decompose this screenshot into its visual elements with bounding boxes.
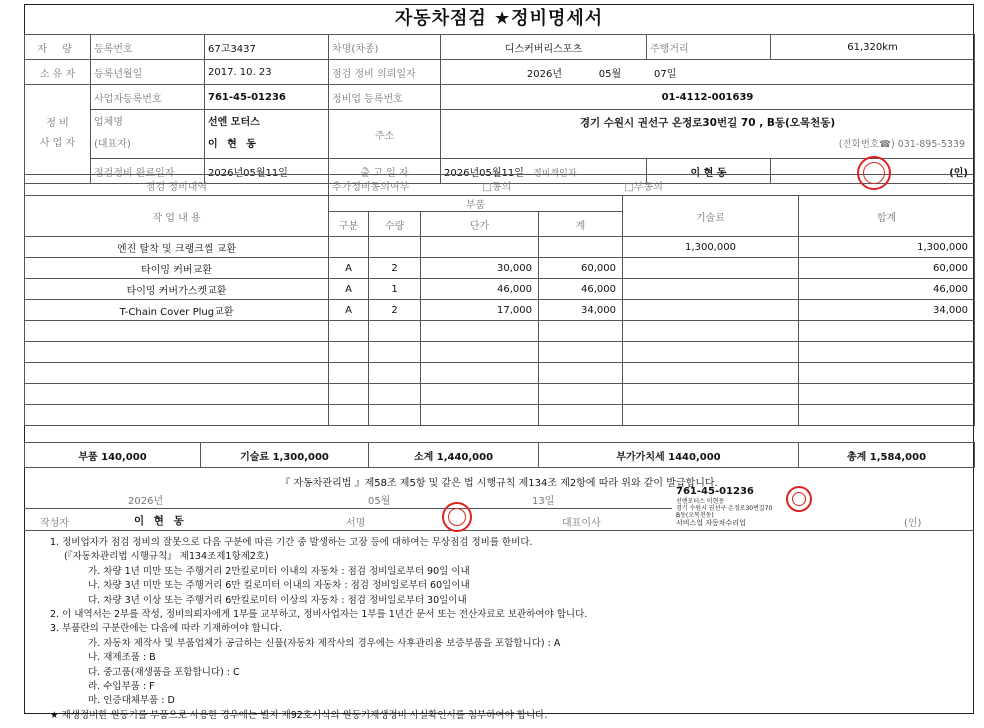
qty-cell: 1 <box>369 279 421 300</box>
qty-cell <box>369 405 421 426</box>
table-row <box>25 363 975 384</box>
disagree-checkbox[interactable]: □부동의 <box>624 181 663 193</box>
request-year: 2026년 <box>526 68 562 80</box>
work-cell <box>25 363 329 384</box>
sum-cell <box>539 342 623 363</box>
qty-cell <box>369 384 421 405</box>
sum-cell <box>539 384 623 405</box>
delivery-date: 2026년05월11일 <box>444 167 524 179</box>
table-row <box>25 300 975 321</box>
notes-section <box>50 536 950 723</box>
price-cell <box>421 321 539 342</box>
work-cell <box>25 384 329 405</box>
qty-cell <box>369 363 421 384</box>
total-subtotal: 소계 1,440,000 <box>369 443 539 468</box>
work-cell: 타이밍 커버교환 <box>25 258 329 279</box>
delivery-label: 출 고 일 자 <box>329 159 441 184</box>
history-label: 점검 정비내역 <box>25 175 329 196</box>
company-seal-stamp <box>786 486 812 512</box>
stamp-line-2: 경기 수원시 권선구 온정로30번길70 <box>676 505 773 512</box>
reg-no-value: 67고3437 <box>205 35 329 60</box>
notes-divider <box>24 530 974 531</box>
type-cell: A <box>329 279 369 300</box>
type-cell <box>329 237 369 258</box>
issue-month: 05월 <box>368 496 391 507</box>
sum-cell: 60,000 <box>539 258 623 279</box>
manager-label: 정비책임자 <box>533 168 577 179</box>
qty-cell: 2 <box>369 258 421 279</box>
labor-cell <box>623 321 799 342</box>
total-parts: 부품 140,000 <box>25 443 201 468</box>
work-cell <box>25 405 329 426</box>
total-cell: 46,000 <box>799 279 975 300</box>
total-labor: 기술료 1,300,000 <box>201 443 369 468</box>
address-cell <box>441 110 975 159</box>
sum-cell <box>539 321 623 342</box>
page-title: 자동차점검 ★정비명세서 <box>394 8 604 29</box>
price-cell <box>421 363 539 384</box>
qty-cell <box>369 342 421 363</box>
qty-cell: 2 <box>369 300 421 321</box>
work-header: 작 업 내 용 <box>25 196 329 237</box>
table-row <box>25 342 975 363</box>
sign-label: 서명 <box>346 518 366 529</box>
sum-cell <box>539 363 623 384</box>
model-value: 디스커버리스포츠 <box>441 35 647 60</box>
qty-header: 수량 <box>369 212 421 237</box>
qty-cell <box>369 321 421 342</box>
writer-label: 작성자 <box>40 518 69 529</box>
note-line: 3. 부품란의 구분란에는 다음에 따라 기재하여야 합니다. <box>50 623 283 635</box>
type-cell <box>329 342 369 363</box>
labor-cell <box>623 405 799 426</box>
price-cell: 46,000 <box>421 279 539 300</box>
sum-cell: 34,000 <box>539 300 623 321</box>
parts-header: 부품 <box>329 196 623 212</box>
header-table <box>24 34 975 184</box>
price-header: 단가 <box>421 212 539 237</box>
law-text: 『 자동차관리법 』제58조 제5항 및 같은 법 시행규칙 제134조 제2항에 따라 위와 같이 발급합니다. <box>280 478 718 489</box>
manager-seal-mark: (인) <box>771 159 975 184</box>
mileage-value: 61,320km <box>771 35 975 60</box>
shop-reg-label: 정비업 등록번호 <box>329 85 441 110</box>
mileage-label: 주행거리 <box>647 35 771 60</box>
total-cell: 60,000 <box>799 258 975 279</box>
issue-year: 2026년 <box>128 496 164 507</box>
type-cell <box>329 321 369 342</box>
stamp-biz-no: 761-45-01236 <box>676 486 754 497</box>
table-row <box>25 279 975 300</box>
shop-name: 선엔 모터스 <box>208 117 260 128</box>
work-cell <box>25 342 329 363</box>
extra-consent-label: 추가정비동의여부 <box>332 181 410 193</box>
shop-name-label-text: 업체명 <box>94 117 123 128</box>
shop-section-label <box>25 85 91 184</box>
address-label: 주소 <box>329 110 441 159</box>
labor-header: 기술료 <box>623 196 799 237</box>
shop-section-label-2: 사 업 자 <box>39 138 76 149</box>
reg-date-label: 등록년월일 <box>91 60 205 85</box>
qty-cell <box>369 237 421 258</box>
issue-day: 13일 <box>532 496 555 507</box>
shop-name-value <box>205 110 329 159</box>
agree-checkbox[interactable]: □동의 <box>482 181 512 193</box>
price-cell: 30,000 <box>421 258 539 279</box>
note-line: 나. 재제조품 : B <box>88 652 156 664</box>
note-line: 2. 이 내역서는 2부를 작성, 정비의뢰자에게 1부를 교부하고, 정비사업자는 1부를 1년간 문서 또는 전산자료로 보관하여야 합니다. <box>50 609 588 621</box>
total-header: 합계 <box>799 196 975 237</box>
request-day: 07일 <box>653 68 677 80</box>
type-cell <box>329 363 369 384</box>
biz-no-label: 사업자등록번호 <box>91 85 205 110</box>
reg-date-value: 2017. 10. 23 <box>205 60 329 85</box>
total-cell <box>799 342 975 363</box>
ceo-seal-mark: (인) <box>904 518 922 529</box>
work-cell: T-Chain Cover Plug교환 <box>25 300 329 321</box>
total-cell <box>799 363 975 384</box>
writer-seal-stamp <box>442 502 472 532</box>
total-cell <box>799 321 975 342</box>
note-line: 가. 자동차 제작사 및 부품업체가 공급하는 신품(자동차 제작사의 경우에는 사후관리용 보증부품을 포함합니다) : A <box>88 637 561 649</box>
total-cell: 1,300,000 <box>799 237 975 258</box>
total-grand: 총계 1,584,000 <box>799 443 975 468</box>
request-date-label: 점검 정비 의뢰일자 <box>329 60 441 85</box>
reg-no-label: 등록번호 <box>91 35 205 60</box>
note-line: 다. 차량 3년 이상 또는 주행거리 6만킬로미터 이상의 자동차 : 점검 정비일로부터 30일이내 <box>88 594 467 606</box>
work-cell: 엔진 탈착 및 크랭크씰 교환 <box>25 237 329 258</box>
shop-rep: 이 현 동 <box>208 139 259 150</box>
done-date-value: 2026년05월11일 <box>205 159 329 184</box>
sum-cell <box>539 405 623 426</box>
shop-name-label <box>91 110 205 159</box>
type-cell: A <box>329 300 369 321</box>
table-row <box>25 321 975 342</box>
labor-cell: 1,300,000 <box>623 237 799 258</box>
note-line: ★ 재생정비한 원동기를 부품으로 사용한 경우에는 별지 제92호서식의 원동기재생정비 사실확인서를 첨부하여야 합니다. <box>50 709 548 721</box>
type-cell <box>329 384 369 405</box>
stamp-line-4: 서비스업 자동차수리업 <box>676 519 746 527</box>
request-month: 05월 <box>598 68 622 80</box>
price-cell <box>421 237 539 258</box>
sum-header: 계 <box>539 212 623 237</box>
labor-cell <box>623 300 799 321</box>
owner-section-label: 소 유 자 <box>25 60 91 85</box>
note-line: 마. 인증대체부품 : D <box>88 695 175 707</box>
labor-cell <box>623 384 799 405</box>
stamp-line-1: 선엔모터스 이현동 <box>676 498 725 505</box>
work-cell: 타이밍 커버가스켓교환 <box>25 279 329 300</box>
note-line: 다. 중고품(재생품을 포함합니다) : C <box>88 666 240 678</box>
price-cell: 17,000 <box>421 300 539 321</box>
phone-value: (전화번호☎) 031-895-5339 <box>838 139 965 150</box>
manager-seal-stamp <box>857 156 891 190</box>
note-line: 나. 차량 3년 미만 또는 주행거리 6만 킬로미터 이내의 자동차 : 점검 정비일로부터 60일이내 <box>88 580 470 592</box>
sum-cell: 46,000 <box>539 279 623 300</box>
sum-cell <box>539 237 623 258</box>
note-line: 라. 수입부품 : F <box>88 681 155 693</box>
ceo-label: 대표이사 <box>562 518 601 529</box>
total-cell <box>799 384 975 405</box>
total-cell <box>799 405 975 426</box>
labor-cell <box>623 279 799 300</box>
shop-section-label-1: 정 비 <box>46 118 69 129</box>
price-cell <box>421 405 539 426</box>
total-vat: 부가가치세 1440,000 <box>539 443 799 468</box>
model-label: 차명(차종) <box>329 35 441 60</box>
table-row <box>25 384 975 405</box>
table-row <box>25 405 975 426</box>
vehicle-section-label: 자 량 <box>25 35 91 60</box>
details-table <box>24 174 975 426</box>
sign-divider <box>24 508 672 509</box>
table-row <box>25 258 975 279</box>
price-cell <box>421 342 539 363</box>
done-date-label: 점검정비 완료일자 <box>91 159 205 184</box>
shop-rep-label-text: (대표자) <box>94 139 131 150</box>
stamp-text <box>676 498 772 519</box>
total-cell: 34,000 <box>799 300 975 321</box>
request-date-value <box>441 60 975 85</box>
manager-value: 이 현 동 <box>647 159 771 184</box>
work-cell <box>25 321 329 342</box>
biz-no-value: 761-45-01236 <box>205 85 329 110</box>
note-line: 1. 정비업자가 점검 정비의 잘못으로 다음 구분에 따른 기간 중 발생하는 고장 등에 대하여는 무상점검 정비를 한비다. <box>50 537 533 548</box>
note-line: 가. 차량 1년 미만 또는 주행거리 2만킬로미터 이내의 자동차 : 점검 정비일로부터 90일 이내 <box>88 565 470 577</box>
labor-cell <box>623 258 799 279</box>
labor-cell <box>623 342 799 363</box>
stamp-line-3: B동(오목천동) <box>676 512 714 519</box>
price-cell <box>421 384 539 405</box>
totals-table <box>24 442 975 468</box>
shop-reg-value: 01-4112-001639 <box>441 85 975 110</box>
type-header: 구분 <box>329 212 369 237</box>
address-value: 경기 수원시 권선구 온정로30번길 70 , B동(오목천동) <box>579 117 836 129</box>
table-row <box>25 237 975 258</box>
labor-cell <box>623 363 799 384</box>
type-cell: A <box>329 258 369 279</box>
type-cell <box>329 405 369 426</box>
writer-value: 이 현 동 <box>134 515 187 527</box>
note-line: (『자동차관리법 시행규칙』 제134조제1항제2호) <box>64 551 269 563</box>
